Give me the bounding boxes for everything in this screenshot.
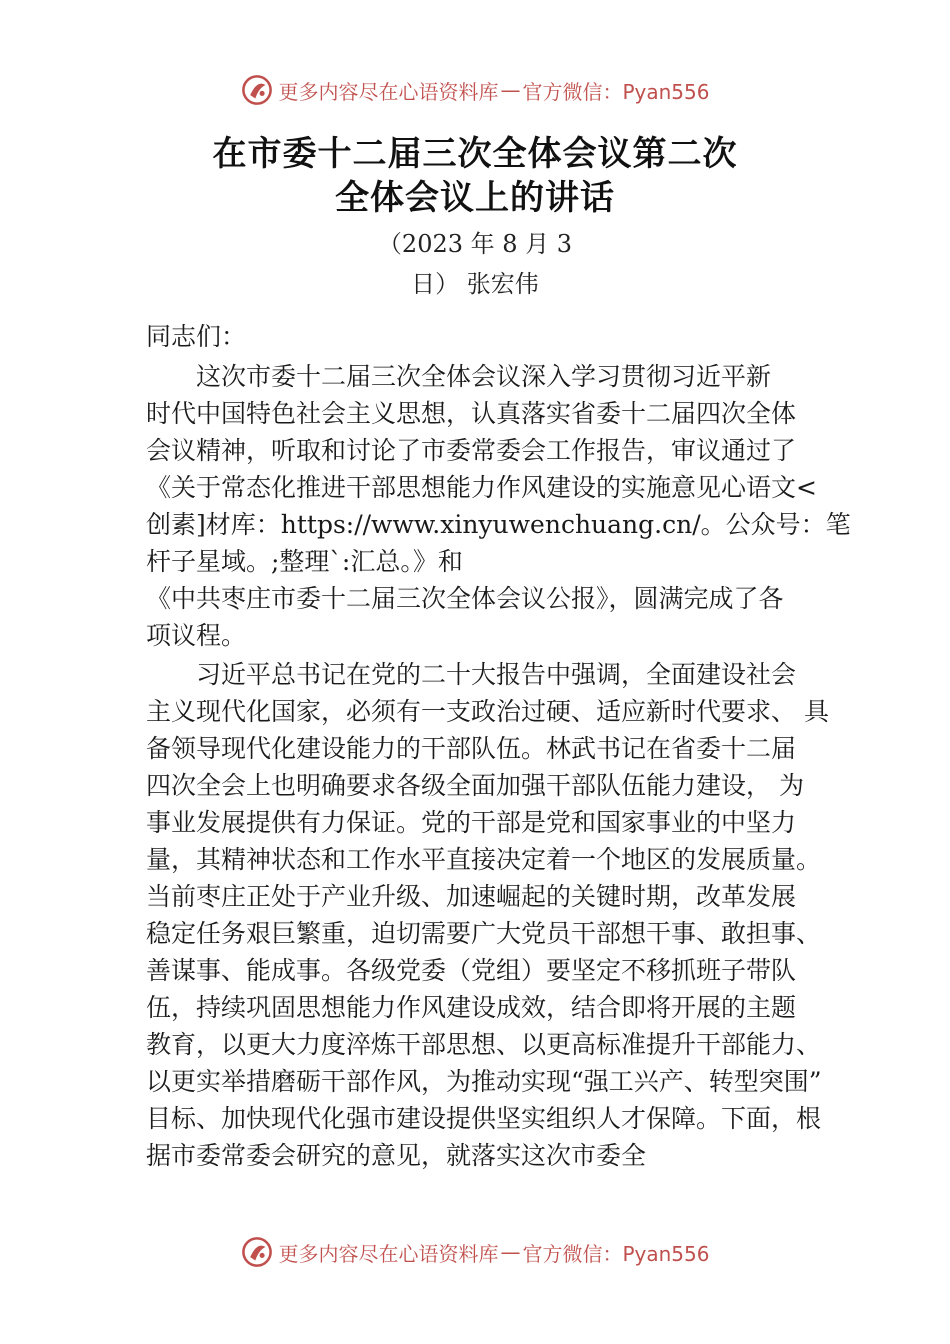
paragraph-line: 当前枣庄正处于产业升级、加速崛起的关键时期，改革发展 bbox=[146, 882, 797, 911]
banner-separator: — bbox=[500, 78, 521, 102]
paragraph-line: 时代中国特色社会主义思想，认真落实省委十二届四次全体 bbox=[146, 399, 797, 428]
paragraph-line: 以更实举措磨砺干部作风，为推动实现“强工兴产、转型突围” bbox=[146, 1067, 822, 1096]
banner-text: 更多内容尽在心语资料库 bbox=[278, 79, 499, 104]
paragraph-line: 会议精神，听取和讨论了市委常委会工作报告，审议通过了 bbox=[146, 436, 797, 465]
brand-logo-icon bbox=[240, 73, 274, 107]
banner-separator: — bbox=[500, 1240, 521, 1264]
footer-watermark-banner bbox=[0, 1232, 950, 1272]
paragraph-line: 项议程。 bbox=[146, 621, 247, 650]
paragraph-line: 据市委常委会研究的意见，就落实这次市委全 bbox=[146, 1141, 647, 1170]
greeting-text: 同志们： bbox=[146, 322, 247, 351]
paragraph-line: 量，其精神状态和工作水平直接决定着一个地区的发展质量。 bbox=[146, 845, 822, 874]
paragraph-line: 《中共枣庄市委十二届三次全体会议公报》，圆满完成了各 bbox=[146, 584, 784, 613]
document-title-line-1: 在市委十二届三次全体会议第二次 bbox=[212, 134, 738, 174]
paragraph-line: 目标、加快现代化强市建设提供坚实组织人才保障。下面，根 bbox=[146, 1104, 822, 1133]
greeting bbox=[146, 318, 826, 355]
paragraph-line: 备领导现代化建设能力的干部队伍。林武书记在省委十二届 bbox=[146, 734, 797, 763]
header-watermark-banner bbox=[0, 70, 950, 110]
date-line-1: （2023 年 8 月 3 bbox=[377, 230, 573, 258]
banner-wechat: 官方微信：Pyan556 bbox=[522, 79, 710, 104]
paragraph-line: 伍，持续巩固思想能力作风建设成效，结合即将开展的主题 bbox=[146, 993, 797, 1022]
paragraph-line: 事业发展提供有力保证。党的干部是党和国家事业的中坚力 bbox=[146, 808, 797, 837]
paragraph-2 bbox=[146, 656, 829, 1174]
paragraph-1 bbox=[146, 358, 851, 580]
paragraph-line: 习近平总书记在党的二十大报告中强调，全面建设社会 bbox=[196, 660, 797, 689]
paragraph-line: 《关于常态化推进干部思想能力作风建设的实施意见心语文< bbox=[146, 473, 817, 502]
document-title-line-2: 全体会议上的讲话 bbox=[335, 178, 615, 218]
paragraph-1-continued bbox=[146, 580, 826, 654]
banner-text: 更多内容尽在心语资料库 bbox=[278, 1241, 499, 1266]
paragraph-line: 四次全会上也明确要求各级全面加强干部队伍能力建设， 为 bbox=[146, 771, 804, 800]
date-author-line: 日） 张宏伟 bbox=[411, 270, 539, 298]
brand-logo-icon bbox=[240, 1235, 274, 1269]
paragraph-line: 善谋事、能成事。各级党委（党组）要坚定不移抓班子带队 bbox=[146, 956, 797, 985]
paragraph-line: 创素]材库：https://www.xinyuwenchuang.cn/。公众号：笔 bbox=[146, 510, 851, 539]
paragraph-line: 杆子星域。;整理`:汇总。》和 bbox=[146, 547, 463, 576]
paragraph-line: 教育，以更大力度淬炼干部思想、以更高标准提升干部能力、 bbox=[146, 1030, 822, 1059]
paragraph-line: 这次市委十二届三次全体会议深入学习贯彻习近平新 bbox=[196, 362, 772, 391]
banner-wechat: 官方微信：Pyan556 bbox=[522, 1241, 710, 1266]
paragraph-line: 稳定任务艰巨繁重，迫切需要广大党员干部想干事、敢担事、 bbox=[146, 919, 822, 948]
paragraph-line: 主义现代化国家，必须有一支政治过硬、适应新时代要求、 具 bbox=[146, 697, 829, 726]
